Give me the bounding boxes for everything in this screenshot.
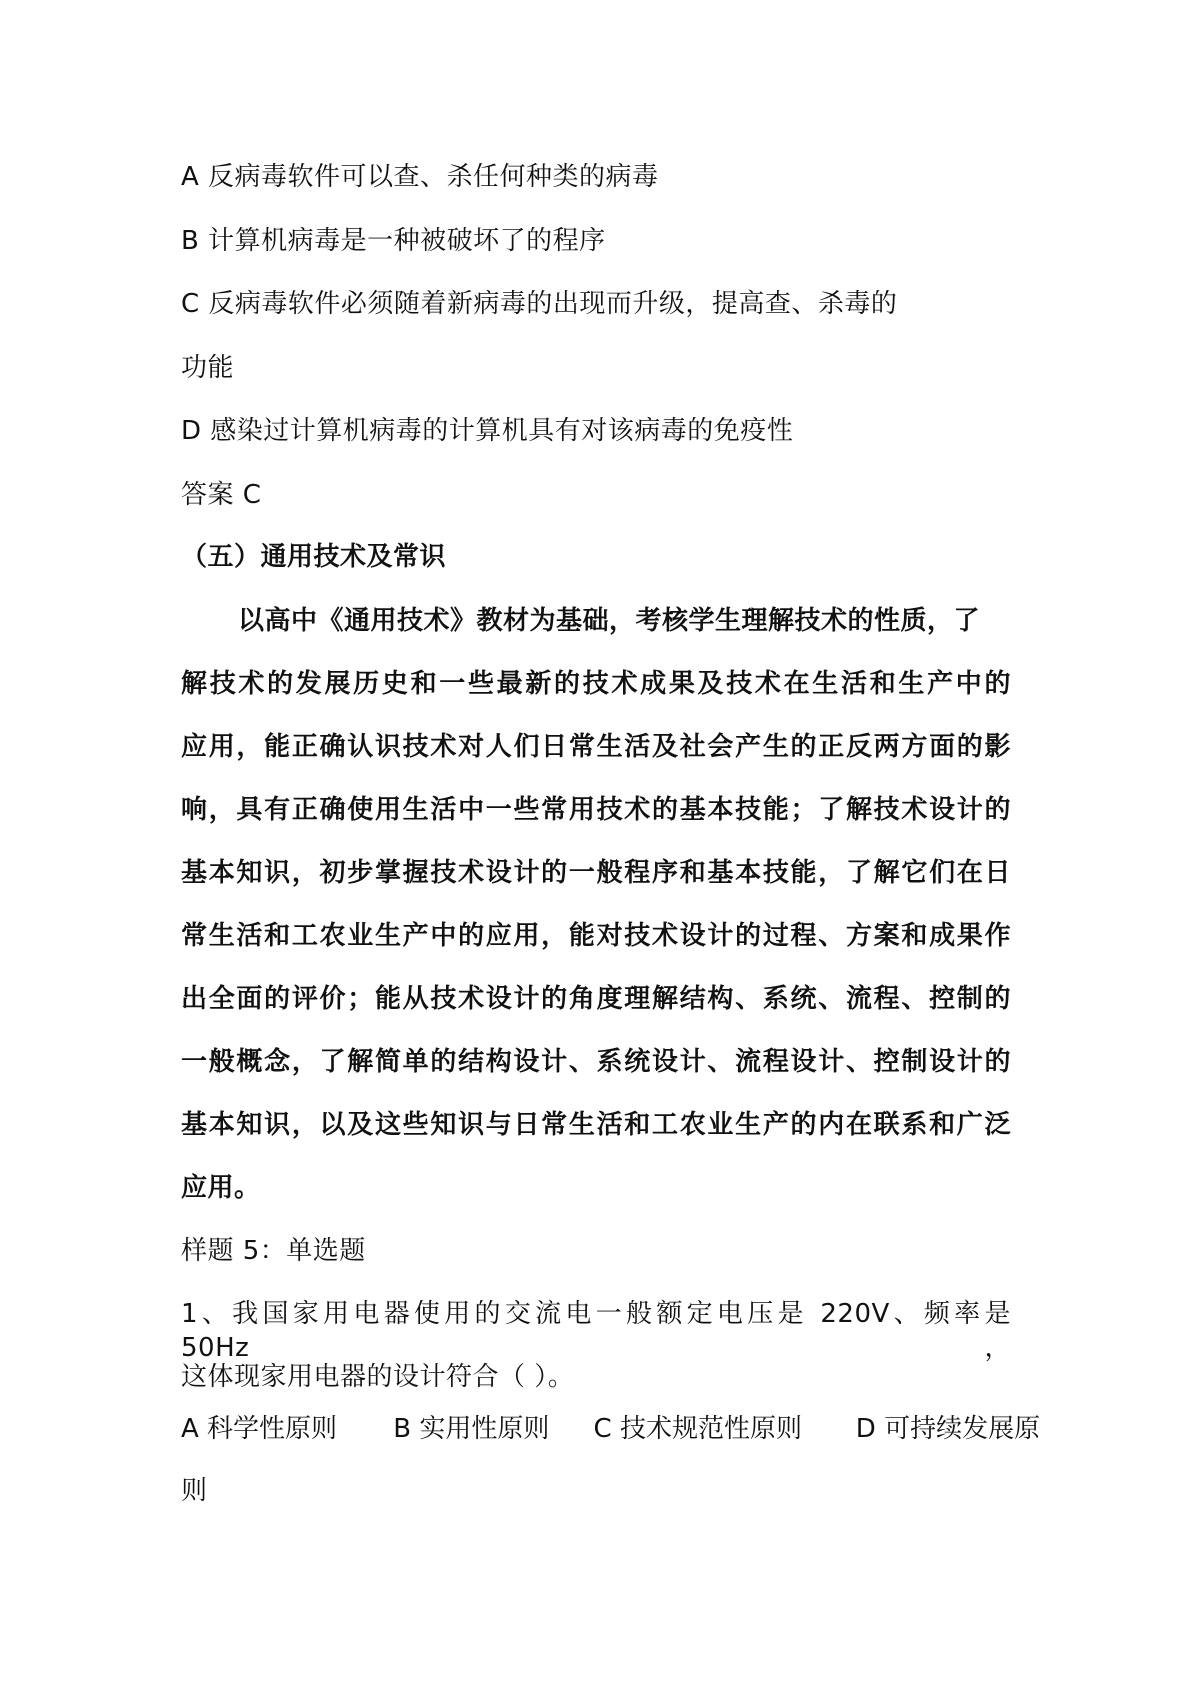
question-1-option-a: A 科学性原则 [181, 1414, 338, 1444]
question-1-options [181, 1412, 1040, 1446]
paragraph-line-10: 应用。 [181, 1173, 261, 1203]
answer-text: 答案 C [181, 480, 262, 510]
paragraph-line-3: 应用，能正确认识技术对人们日常生活及社会产生的正反两方面的影 [181, 732, 1011, 762]
paragraph-line-4: 响，具有正确使用生活中一些常用技术的基本技能；了解技术设计的 [181, 795, 1011, 825]
paragraph-line-6: 常生活和工农业生产中的应用，能对技术设计的过程、方案和成果作 [181, 921, 1011, 951]
question-1-option-b: B 实用性原则 [393, 1414, 550, 1444]
question-1-line2: 这体现家用电器的设计符合（ ）。 [181, 1362, 575, 1392]
question-1-option-d-cont: 则 [181, 1476, 208, 1506]
paragraph-line-2: 解技术的发展历史和一些最新的技术成果及技术在生活和生产中的 [181, 669, 1011, 699]
sample-title: 样题 5：单选题 [181, 1236, 366, 1266]
paragraph-line-5: 基本知识，初步掌握技术设计的一般程序和基本技能，了解它们在日 [181, 858, 1011, 888]
section-heading: （五）通用技术及常识 [181, 542, 447, 572]
option-c-line2: 功能 [181, 353, 235, 383]
question-1-option-c: C 技术规范性原则 [593, 1414, 802, 1444]
question-1-option-d: D 可持续发展原 [855, 1414, 1041, 1444]
paragraph-line-8: 一般概念，了解简单的结构设计、系统设计、流程设计、控制设计的 [181, 1047, 1011, 1077]
paragraph-line-1: 以高中《通用技术》教材为基础，考核学生理解技术的性质，了 [238, 606, 981, 636]
option-a: A 反病毒软件可以查、杀任何种类的病毒 [181, 162, 659, 192]
question-1-line1: 1、我国家用电器使用的交流电一般额定电压是 220V、频率是 50Hz， [181, 1299, 1011, 1363]
option-c-line1: C 反病毒软件必须随着新病毒的出现而升级，提高查、杀毒的 [181, 289, 898, 319]
paragraph-line-7: 出全面的评价；能从技术设计的角度理解结构、系统、流程、控制的 [181, 984, 1011, 1014]
option-d: D 感染过计算机病毒的计算机具有对该病毒的免疫性 [181, 416, 794, 446]
option-b: B 计算机病毒是一种被破坏了的程序 [181, 226, 606, 256]
paragraph-line-9: 基本知识，以及这些知识与日常生活和工农业生产的内在联系和广泛 [181, 1110, 1011, 1140]
